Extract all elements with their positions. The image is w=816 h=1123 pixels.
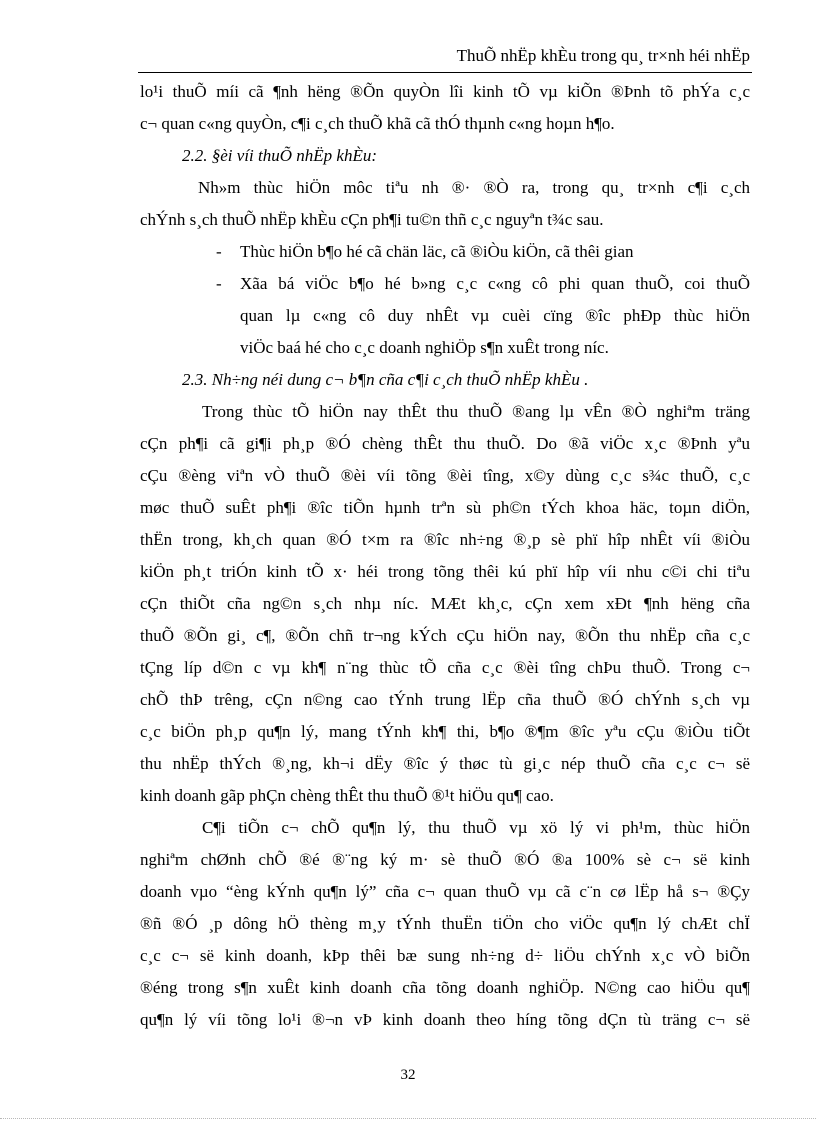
- running-header: ThuÕ nhËp khÈu trong qu¸ tr×nh héi nhËp: [456, 46, 750, 65]
- bullet-dash: -: [216, 242, 222, 261]
- text-line: kiÖn ph¸t triÓn kinh tÕ x· héi trong tõng thêi kú phï hîp víi nhu c©i chi tiªu: [140, 562, 750, 581]
- text-line: doanh vµo “èng kÝnh qu¶n lý” cña c¬ quan thuÕ vµ cã c¨n cø lËp hå s¬ ®Çy: [140, 882, 750, 901]
- bullet-line: viÖc baá hé cho c¸c doanh nghiÖp s¶n xuÊt trong níc.: [240, 338, 609, 357]
- text-line: møc thuÕ suÊt ph¶i ®îc tiÕn hµnh trªn sù ph©n tÝch khoa häc, toµn diÖn,: [140, 498, 750, 517]
- text-line: lo¹i thuÕ míi cã ¶nh hëng ®Õn quyÒn lîi kinh tÕ vµ kiÕn ®Þnh tõ phÝa c¸c: [140, 82, 750, 101]
- text-line: nghiªm chØnh chÕ ®é ®¨ng ký m· sè thuÕ ®Ó ®a 100% sè c¬ së kinh: [140, 850, 750, 869]
- bullet-line: [140, 236, 750, 268]
- text-line: ®éng trong s¶n xuÊt kinh doanh cña tõng doanh nghiÖp. N©ng cao hiÖu qu¶: [140, 978, 750, 997]
- text-line: c¸c biÖn ph¸p qu¶n lý, mang tÝnh kh¶ thi, b¶o ®¶m ®îc yªu cÇu ®iÒu tiÕt: [140, 722, 750, 741]
- bullet-text: Xãa bá viÖc b¶o hé b»ng c¸c c«ng cô phi quan thuÕ, coi thuÕ: [240, 274, 750, 293]
- text-line: cÇn thiÕt cña ng©n s¸ch nhµ níc. MÆt kh¸c, cÇn xem xÐt ¶nh hëng cña: [140, 594, 750, 613]
- section-heading-2-2: 2.2. §èi víi thuÕ nhËp khÈu:: [182, 146, 377, 165]
- page-number: 32: [400, 1067, 416, 1083]
- text-line: Nh»m thùc hiÖn môc tiªu nh ®· ®Ò ra, trong qu¸ tr×nh c¶i c¸ch: [198, 178, 750, 197]
- bullet-item: [140, 236, 750, 268]
- text-line: c¸c c¬ së kinh doanh, kÞp thêi bæ sung nh÷ng d÷ liÖu chÝnh x¸c vÒ biÕn: [140, 946, 750, 965]
- text-line: Trong thùc tÕ hiÖn nay thÊt thu thuÕ ®ang lµ vÊn ®Ò nghiªm träng: [202, 402, 750, 421]
- text-line: chÝnh s¸ch thuÕ nhËp khÈu cÇn ph¶i tu©n thñ c¸c nguyªn t¾c sau.: [140, 210, 604, 229]
- text-line: ®ñ ®Ó ¸p dông hÖ thèng m¸y tÝnh thuËn tiÖn cho viÖc qu¶n lý chÆt chÏ: [140, 914, 750, 933]
- paragraph: [140, 172, 750, 236]
- text-line: tÇng líp d©n c vµ kh¶ n¨ng thùc tÕ cña c¸c ®èi tîng chÞu thuÕ. Trong c¬: [140, 658, 750, 677]
- text-line: chÕ thÞ trêng, cÇn n©ng cao tÝnh trung lËp cña thuÕ ®Ó chÝnh s¸ch vµ: [140, 690, 750, 709]
- document-body: [140, 76, 750, 1036]
- paragraph: [140, 812, 750, 1036]
- text-line: thu nhËp thÝch ®¸ng, kh¬i dËy ®îc ý thøc tù gi¸c nép thuÕ cña c¸c c¬ së: [140, 754, 750, 773]
- text-line: cÇn ph¶i cã gi¶i ph¸p ®Ó chèng thÊt thu thuÕ. Do ®ã viÖc x¸c ®Þnh yªu: [140, 434, 750, 453]
- paragraph: [140, 396, 750, 812]
- paragraph-continuation: [140, 76, 750, 140]
- text-line: thuÕ ®Õn gi¸ c¶, ®Õn chñ tr¬ng kÝch cÇu hiÖn nay, ®Õn thu nhËp cña c¸c: [140, 626, 750, 645]
- page-bottom-border: [0, 1118, 816, 1119]
- text-line: cÇu ®èng viªn vÒ thuÕ ®èi víi tõng ®èi tîng, x©y dùng c¸c s¾c thuÕ, c¸c: [140, 466, 750, 485]
- text-line: kinh doanh gãp phÇn chèng thÊt thu thuÕ ®¹t hiÖu qu¶ cao.: [140, 786, 554, 805]
- header-rule: [138, 72, 752, 73]
- bullet-item: [140, 268, 750, 364]
- bullet-dash: -: [216, 274, 222, 293]
- bullet-line: quan lµ c«ng cô duy nhÊt vµ cuèi cïng ®îc phÐp thùc hiÖn: [240, 306, 750, 325]
- text-line: qu¶n lý víi tõng lo¹i ®¬n vÞ kinh doanh theo híng tõng dÇn tù träng c¬ së: [140, 1010, 750, 1029]
- bullet-line: [140, 268, 750, 300]
- text-line: c¬ quan c«ng quyÒn, c¶i c¸ch thuÕ khã cã thÓ thµnh c«ng hoµn h¶o.: [140, 114, 615, 133]
- bullet-text: Thùc hiÖn b¶o hé cã chän läc, cã ®iÒu kiÖn, cã thêi gian: [240, 242, 634, 261]
- text-line: thËn trong, kh¸ch quan ®Ó t×m ra ®îc nh÷ng ®¸p sè phï hîp nhÊt víi ®iÒu: [140, 530, 750, 549]
- section-heading-2-3: 2.3. Nh÷ng néi dung c¬ b¶n cña c¶i c¸ch thuÕ nhËp khÈu .: [182, 370, 589, 389]
- text-line: C¶i tiÕn c¬ chÕ qu¶n lý, thu thuÕ vµ xö lý vi ph¹m, thùc hiÖn: [202, 818, 750, 837]
